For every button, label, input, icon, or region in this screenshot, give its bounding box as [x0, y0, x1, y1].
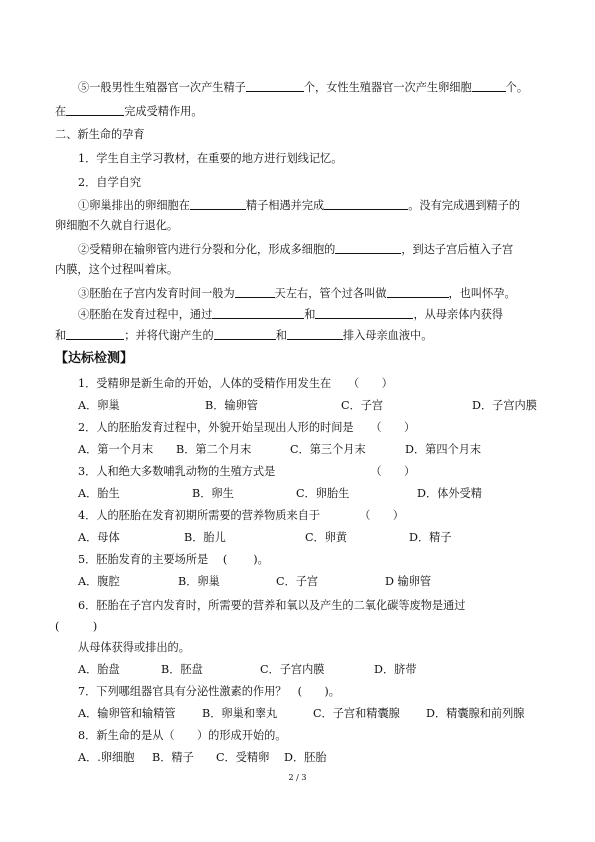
question-stem: 5．胚胎发育的主要场所是 ( )。 — [78, 553, 269, 566]
option-d[interactable]: D．体外受精 — [417, 487, 482, 500]
option-d[interactable]: D．胚胎 — [284, 751, 327, 764]
option-a[interactable]: A．输卵管和输精管 — [78, 707, 176, 720]
item-3-line — [78, 286, 516, 301]
text: ，也叫怀孕。 — [448, 287, 516, 300]
option-b[interactable]: B．精子 — [152, 751, 194, 764]
answer-blank[interactable] — [387, 286, 449, 298]
option-d[interactable]: D．精囊腺和前列腺 — [426, 707, 525, 720]
answer-blank[interactable] — [287, 328, 343, 340]
step-1: 1．学生自主学习教材，在重要的地方进行划线记忆。 — [78, 152, 343, 165]
option-a[interactable]: A．.卵细胞 — [78, 751, 135, 764]
answer-blank[interactable] — [472, 80, 506, 92]
option-a[interactable]: A．胎生 — [78, 487, 120, 500]
item-2-line — [78, 242, 513, 257]
option-a[interactable]: A．第一个月末 — [78, 443, 154, 456]
text: 完成受精作用。 — [124, 105, 203, 118]
question-5-line — [78, 80, 528, 95]
question-stem: 3．人和绝大多数哺乳动物的生殖方式是 （ ） — [78, 465, 416, 478]
answer-blank[interactable] — [212, 307, 304, 319]
option-c[interactable]: C．受精卵 — [216, 751, 270, 764]
item-4-cont — [55, 328, 432, 343]
text: 在 — [55, 105, 67, 118]
answer-blank[interactable] — [66, 104, 124, 116]
text: ，到达子宫后植入子宫 — [401, 243, 514, 256]
option-c[interactable]: C．子宫 — [276, 575, 319, 588]
item-2-cont: 内膜，这个过程叫着床。 — [55, 263, 179, 276]
option-d[interactable]: D．子宫内膜 — [472, 399, 537, 412]
text: 精子相遇并完成 — [245, 199, 325, 212]
answer-blank[interactable] — [315, 307, 413, 319]
section-heading: 二、新生命的孕育 — [55, 128, 145, 141]
text: ②受精卵在输卵管内进行分裂和分化，形成多细胞的 — [78, 243, 336, 256]
option-d[interactable]: D．第四个月末 — [405, 443, 482, 456]
option-c[interactable]: C．卵黄 — [305, 531, 348, 544]
option-c[interactable]: C．第三个月末 — [290, 443, 366, 456]
option-c[interactable]: C．子宫内膜 — [260, 663, 325, 676]
option-b[interactable]: B．第二个月末 — [176, 443, 252, 456]
option-b[interactable]: B．胎儿 — [184, 531, 226, 544]
option-b[interactable]: B．卵巢和睾丸 — [202, 707, 278, 720]
text: ；并将代谢产生的 — [124, 329, 214, 342]
item-4-line — [78, 307, 503, 322]
step-2: 2．自学自究 — [78, 176, 142, 189]
text: ④胚胎在发育过程中，通过 — [78, 308, 213, 321]
text: 和 — [275, 329, 287, 342]
item-1-cont: 卵细胞不久就自行退化。 — [55, 219, 179, 232]
option-c[interactable]: C．子宫 — [341, 399, 384, 412]
question-stem: 7．下列哪组器官具有分泌性激素的作用？ ( )。 — [78, 685, 340, 698]
option-b[interactable]: B．输卵管 — [205, 399, 258, 412]
text: ，从母亲体内获得 — [413, 308, 503, 321]
text: 和 — [55, 329, 67, 342]
question-stem: 1．受精卵是新生命的开始，人体的受精作用发生在 （ ） — [78, 377, 393, 390]
text: ③胚胎在子宫内发育时间一般为 — [78, 287, 235, 300]
text: 。没有完成遇到精子的 — [408, 199, 521, 212]
question-6-line — [55, 104, 203, 119]
option-a[interactable]: A．胎盘 — [78, 663, 120, 676]
test-section-title: 【达标检测】 — [55, 351, 134, 366]
option-d[interactable]: D．脐带 — [374, 663, 417, 676]
option-a[interactable]: A．腹腔 — [78, 575, 120, 588]
text: ⑤一般男性生殖器官一次产生精子 — [78, 81, 246, 94]
text: 个。 — [505, 81, 529, 94]
option-d[interactable]: D 输卵管 — [385, 575, 432, 588]
question-stem-cont: 从母体获得或排出的。 — [78, 641, 190, 654]
question-stem: 4．人的胚胎在发育初期所需要的营养物质来自于 （ ） — [78, 509, 404, 522]
answer-blank[interactable] — [235, 286, 275, 298]
answer-blank[interactable] — [190, 198, 246, 210]
answer-blank[interactable] — [246, 80, 304, 92]
option-b[interactable]: B．卵生 — [192, 487, 234, 500]
answer-bracket: ( ) — [55, 620, 98, 633]
text: 天左右，管个过各叫做 — [274, 287, 387, 300]
answer-blank[interactable] — [214, 328, 276, 340]
option-c[interactable]: C．子宫和精囊腺 — [313, 707, 400, 720]
question-stem: 6．胚胎在子宫内发育时，所需要的营养和氧以及产生的二氧化碳等废物是通过 — [78, 599, 466, 612]
option-b[interactable]: B．胚盘 — [161, 663, 203, 676]
text: 排入母亲血液中。 — [342, 329, 433, 342]
option-a[interactable]: A．母体 — [78, 531, 120, 544]
question-stem: 2．人的胚胎发育过程中，外貌开始呈现出人形的时间是 （ ） — [78, 421, 416, 434]
question-stem: 8．新生命的是从（ ）的形成开始的。 — [78, 729, 287, 742]
text: 和 — [304, 308, 316, 321]
answer-blank[interactable] — [324, 198, 408, 210]
answer-blank[interactable] — [335, 242, 401, 254]
page-number: 2 / 3 — [288, 773, 307, 782]
text: 个，女性生殖器官一次产生卵细胞 — [303, 81, 472, 94]
option-a[interactable]: A．卵巢 — [78, 399, 120, 412]
item-1-line — [78, 198, 520, 213]
option-c[interactable]: C．卵胎生 — [296, 487, 350, 500]
answer-blank[interactable] — [66, 328, 124, 340]
option-d[interactable]: D．精子 — [409, 531, 452, 544]
text: ①卵巢排出的卵细胞在 — [78, 199, 190, 212]
option-b[interactable]: B．卵巢 — [178, 575, 220, 588]
